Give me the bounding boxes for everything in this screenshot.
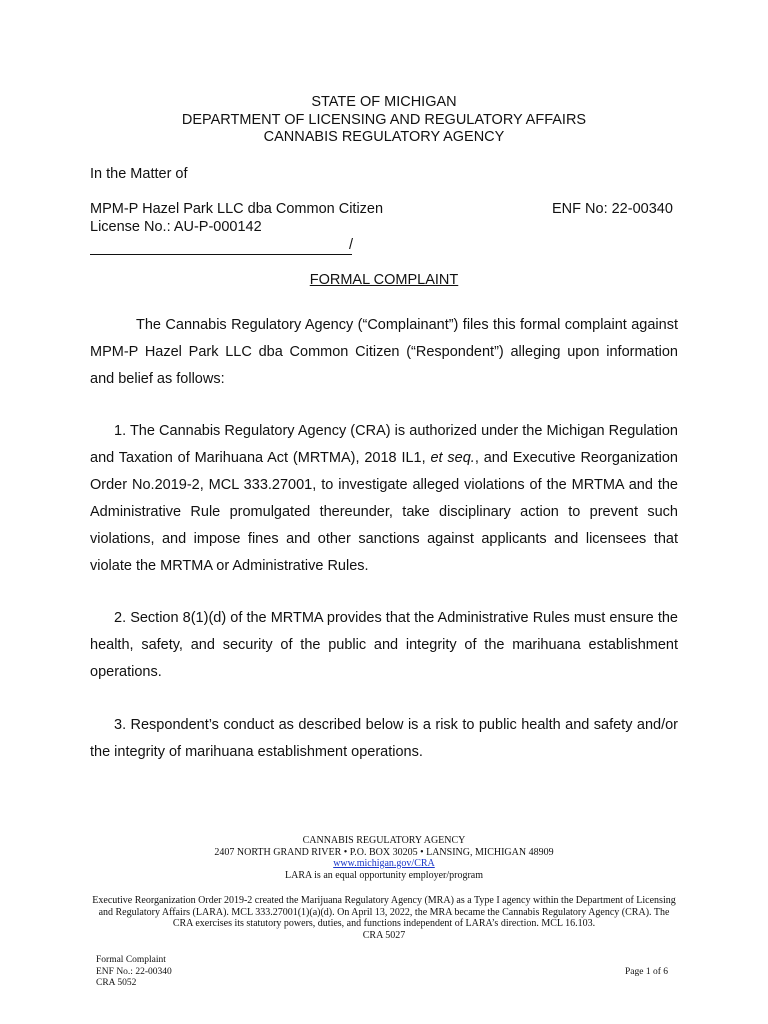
document-header [0,94,768,147]
paragraph-2: 2. Section 8(1)(d) of the MRTMA provides that the Administrative Rules must ensure the health, safety, and security of the public and integrity of the marihuana establishment operations. [90,610,678,680]
paragraph-intro: The Cannabis Regulatory Agency (“Complainant”) files this formal complaint against MPM-P Hazel Park LLC dba Common Citizen (“Respondent”) alleging upon information and belief as follows: [90,317,678,387]
caption-underline [90,237,352,255]
footer-agency-name: CANNABIS REGULATORY AGENCY [302,835,466,846]
footer-doc-form: CRA 5052 [96,978,137,988]
footer-doc-info [96,955,172,990]
paragraph-1 [90,418,678,580]
footer-notice [90,895,678,941]
paragraph-1-part-a: 1. The Cannabis Regulatory Agency (CRA) is authorized under the Michigan Regulation and Taxation of Marihuana Act (MRTMA), 2018 IL1, [90,423,678,466]
footer-address: 2407 NORTH GRAND RIVER • P.O. BOX 30205 • LANSING, MICHIGAN 48909 [214,846,554,858]
complaint-title [0,272,768,288]
complaint-title-text: FORMAL COMPLAINT [309,272,459,288]
header-department: DEPARTMENT OF LICENSING AND REGULATORY AFFAIRS [181,111,587,128]
paragraph-1-italic: et seq. [430,450,475,466]
caption-slash: / [349,237,354,253]
paragraph-1-part-b: , and Executive Reorganization Order No.2019-2, MCL 333.27001, to investigate alleged violations of the MRTMA and the Administrative Rule promulgated thereunder, take disciplinary action to prevent such violations, and impose fines and other sanctions against applicants and licensees that violate the MRTMA or Administrative Rules. [90,450,678,574]
matter-intro: In the Matter of [90,166,188,182]
license-number: License No.: AU-P-000142 [90,218,262,235]
footer-notice-text: Executive Reorganization Order 2019-2 created the Marijuana Regulatory Agency (MRA) as a Type I agency within the Department of Licensing and Regulatory Affairs (LARA). MCL 333.27001(1)(a)(d). On April 13, 2022, the MRA became the Cannabis Regulatory Agency (CRA). The CRA exercises its statutory powers, duties, and functions independent of LARA’s direction. MCL 16.103. [92,895,676,929]
paragraph-3: 3. Respondent’s conduct as described below is a risk to public health and safety and/or the integrity of marihuana establishment operations. [90,717,678,760]
footer-form-code: CRA 5027 [362,929,406,941]
header-agency: CANNABIS REGULATORY AGENCY [263,129,505,145]
footer-doc-title: Formal Complaint [96,955,166,965]
footer-eeo: LARA is an equal opportunity employer/program [284,869,484,881]
respondent-block [90,201,383,236]
footer-doc-enf: ENF No.: 22-00340 [96,966,172,977]
footer-website-link[interactable]: www.michigan.gov/CRA [333,858,435,869]
page-number: Page 1 of 6 [625,967,669,977]
respondent-name: MPM-P Hazel Park LLC dba Common Citizen [90,201,384,217]
enf-number: ENF No: 22-00340 [552,201,673,217]
footer-agency-block [0,835,768,881]
header-state: STATE OF MICHIGAN [311,94,457,110]
